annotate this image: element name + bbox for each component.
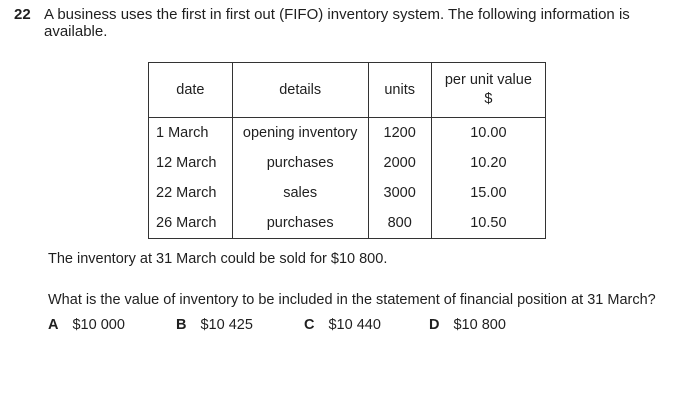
header-units: units — [368, 63, 431, 118]
option-letter: B — [176, 317, 187, 333]
option-c[interactable] — [304, 317, 381, 333]
header-date: date — [149, 63, 233, 118]
row-units: 2000 — [368, 148, 431, 178]
table-row — [149, 208, 546, 239]
option-value: $10 800 — [453, 317, 506, 333]
option-d[interactable] — [429, 317, 506, 333]
row-details: purchases — [232, 208, 368, 239]
table-row — [149, 118, 546, 149]
header-currency-label: $ — [484, 91, 493, 107]
row-date: 26 March — [149, 208, 233, 239]
table-row — [149, 148, 546, 178]
table-row — [149, 178, 546, 208]
row-per-unit-value: 10.00 — [431, 118, 545, 149]
row-per-unit-value: 10.20 — [431, 148, 545, 178]
option-value: $10 440 — [328, 317, 381, 333]
row-per-unit-value: 15.00 — [431, 178, 545, 208]
row-units: 800 — [368, 208, 431, 239]
header-per-unit-value-label: per unit value — [444, 72, 532, 88]
option-b[interactable] — [176, 317, 253, 333]
row-per-unit-value: 10.50 — [431, 208, 545, 239]
header-per-unit-value — [431, 63, 545, 118]
row-date: 12 March — [149, 148, 233, 178]
table-header-row — [149, 63, 546, 118]
option-letter: A — [48, 317, 59, 333]
header-details: details — [232, 63, 368, 118]
question-number: 22 — [14, 6, 31, 23]
row-details: purchases — [232, 148, 368, 178]
row-details: sales — [232, 178, 368, 208]
row-units: 1200 — [368, 118, 431, 149]
row-units: 3000 — [368, 178, 431, 208]
answer-options — [48, 317, 688, 339]
option-letter: C — [304, 317, 315, 333]
option-value: $10 000 — [72, 317, 125, 333]
option-letter: D — [429, 317, 440, 333]
row-date: 22 March — [149, 178, 233, 208]
statement-text: The inventory at 31 March could be sold for $10 800. — [48, 251, 388, 267]
inventory-table — [148, 62, 546, 239]
row-date: 1 March — [149, 118, 233, 149]
question-text: A business uses the first in first out (FIFO) inventory system. The following information is available. — [44, 6, 630, 40]
option-a[interactable] — [48, 317, 125, 333]
option-value: $10 425 — [200, 317, 253, 333]
question-prompt: What is the value of inventory to be included in the statement of financial position at 31 March? — [48, 292, 656, 308]
row-details: opening inventory — [232, 118, 368, 149]
